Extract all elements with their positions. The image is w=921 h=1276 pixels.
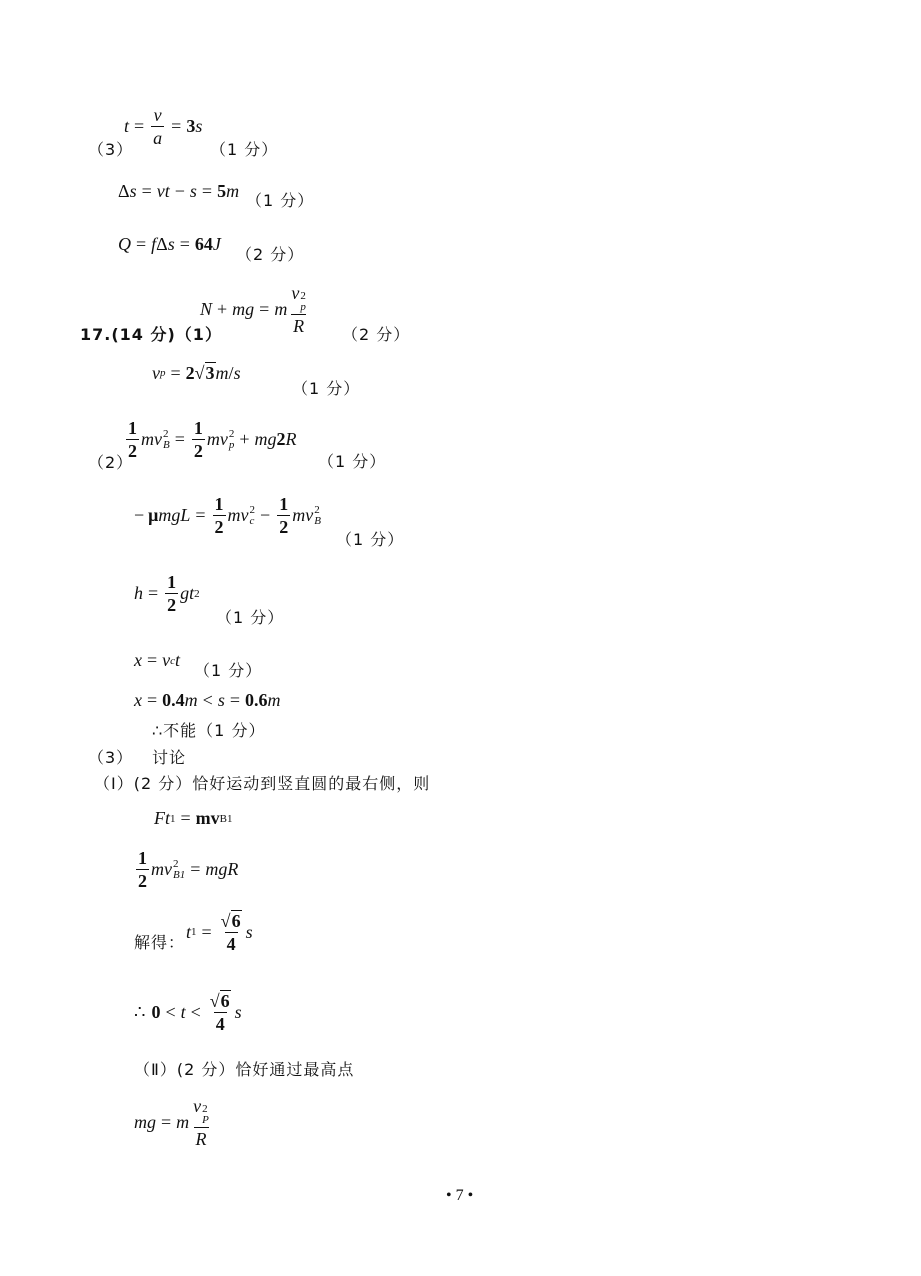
- equation-h: h = $\frac{1}{2}$ gt 2: [134, 572, 200, 615]
- equation-impulse: Ft 1 = mv B1: [154, 808, 233, 828]
- equation-energy-B1: $\frac{1}{2}$ mv 2 B1 = mgR: [138, 848, 239, 891]
- equation-t-range: ∴ 0 < t < √ 6 4 s: [134, 991, 242, 1034]
- part2-label: （2）: [88, 453, 134, 472]
- score-label: （2 分）: [236, 245, 305, 264]
- score-label: （2 分）: [342, 325, 411, 344]
- part3b-label: （3）: [88, 748, 134, 767]
- score-label: （1 分）: [216, 608, 285, 627]
- equation-Q: Q = f Δ s = 64 J: [118, 234, 221, 254]
- solve-label: 解得：: [134, 933, 186, 952]
- equation-N: N + mg = m v 2 p R: [200, 283, 306, 336]
- page-number: • 7 •: [446, 1187, 474, 1204]
- discussion-heading: 讨论: [152, 748, 187, 767]
- equation-energy-B: $\frac{1}{2}$ mv 2 B = $\frac{1}{2}$ mv 2 p + mg 2 R: [128, 418, 297, 461]
- equation-compare: x = 0.4 m < s = 0.6 m: [134, 690, 281, 710]
- equation-delta-s: Δ s = vt − s = 5 m: [118, 181, 240, 201]
- score-label: （1 分）: [336, 530, 405, 549]
- score-label: （1 分）: [210, 140, 279, 159]
- equation-t: t = $\frac{v}{a}$ = 3 s: [124, 105, 203, 148]
- equation-vp: v p = 2 √ 3 m / s: [152, 362, 241, 383]
- equation-top-point: mg = m v 2 P R: [134, 1096, 209, 1149]
- conclusion-cannot: ∴不能（1 分）: [152, 721, 266, 740]
- score-label: （1 分）: [246, 191, 315, 210]
- equation-x: x = v c t: [134, 650, 181, 670]
- question-17-label: 17.(14 分)（1）: [80, 325, 222, 344]
- equation-t1: t 1 = √ 6 4 s: [186, 911, 253, 954]
- part3-label: （3）: [88, 140, 134, 159]
- case-1-heading: （Ⅰ）(2 分）恰好运动到竖直圆的最右侧，则: [94, 774, 431, 793]
- equation-friction: − μmgL = $\frac{1}{2}$ mv 2 c − $\frac{1}{2}$ mv 2 B: [134, 494, 321, 537]
- score-label: （1 分）: [292, 379, 361, 398]
- score-label: （1 分）: [194, 661, 263, 680]
- case-2-heading: （Ⅱ）(2 分）恰好通过最高点: [134, 1060, 355, 1079]
- score-label: （1 分）: [318, 452, 387, 471]
